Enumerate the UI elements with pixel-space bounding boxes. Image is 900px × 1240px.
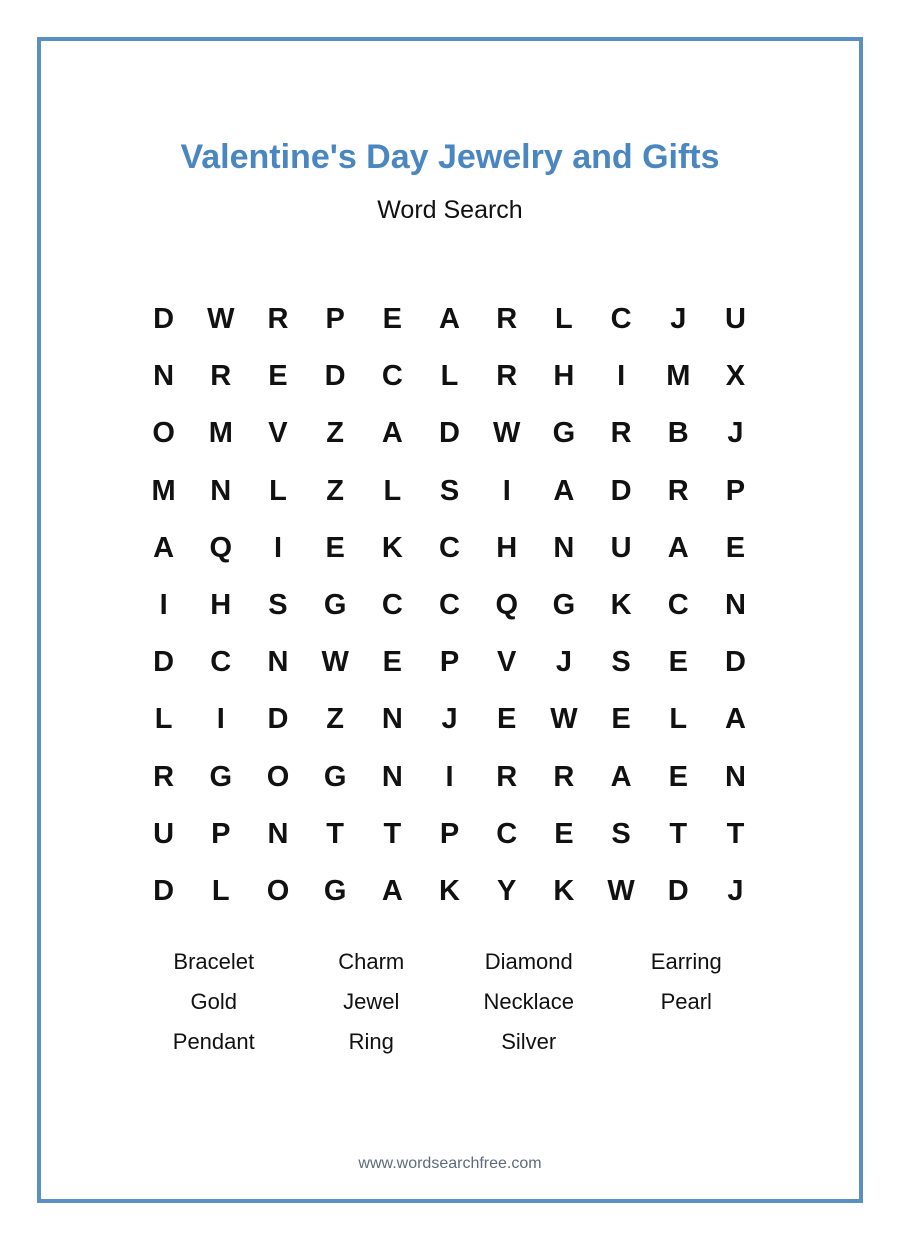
grid-letter[interactable]: N bbox=[381, 760, 403, 793]
grid-letter[interactable]: S bbox=[268, 589, 288, 622]
grid-letter[interactable]: R bbox=[267, 303, 289, 336]
grid-letter[interactable]: I bbox=[159, 589, 168, 622]
grid-letter[interactable]: C bbox=[667, 589, 689, 622]
grid-letter[interactable]: W bbox=[607, 874, 635, 907]
grid-letter[interactable]: C bbox=[439, 531, 460, 564]
grid-letter[interactable]: K bbox=[381, 531, 403, 564]
grid-letter[interactable]: N bbox=[724, 589, 746, 622]
grid-letter[interactable]: L bbox=[440, 360, 459, 393]
grid-letter[interactable]: K bbox=[610, 589, 632, 622]
grid-letter[interactable]: T bbox=[669, 817, 688, 850]
grid-letter[interactable]: U bbox=[610, 531, 632, 564]
grid-letter[interactable]: N bbox=[153, 360, 175, 393]
grid-letter[interactable]: R bbox=[210, 360, 232, 393]
grid-letter[interactable]: O bbox=[266, 874, 290, 907]
grid-letter[interactable]: H bbox=[496, 531, 518, 564]
grid-letter[interactable]: Z bbox=[326, 474, 345, 507]
word-list-item: Earring bbox=[650, 949, 722, 974]
grid-letter[interactable]: E bbox=[725, 531, 746, 564]
grid-letter[interactable]: N bbox=[553, 531, 575, 564]
grid-letter[interactable]: A bbox=[153, 531, 175, 564]
grid-letter[interactable]: Q bbox=[495, 589, 518, 622]
grid-letter[interactable]: P bbox=[725, 474, 746, 507]
grid-letter[interactable]: J bbox=[727, 874, 744, 907]
grid-letter[interactable]: G bbox=[552, 589, 576, 622]
puzzle-subtitle: Word Search bbox=[377, 196, 523, 224]
grid-letter[interactable]: S bbox=[439, 474, 460, 507]
grid-letter[interactable]: K bbox=[553, 874, 575, 907]
grid-letter[interactable]: A bbox=[381, 874, 403, 907]
word-list-item: Pendant bbox=[172, 1029, 255, 1054]
grid-letter[interactable]: Y bbox=[497, 874, 517, 907]
word-list-item: Bracelet bbox=[173, 949, 255, 974]
grid-letter[interactable]: J bbox=[555, 646, 572, 679]
grid-letter[interactable]: C bbox=[610, 303, 632, 336]
grid-letter[interactable]: A bbox=[610, 760, 632, 793]
grid-letter[interactable]: E bbox=[668, 760, 688, 793]
grid-letter[interactable]: V bbox=[497, 646, 517, 679]
grid-letter[interactable]: G bbox=[552, 417, 576, 450]
grid-letter[interactable]: T bbox=[726, 817, 745, 850]
grid-letter[interactable]: I bbox=[502, 474, 511, 507]
grid-letter[interactable]: G bbox=[209, 760, 233, 793]
grid-letter[interactable]: E bbox=[382, 303, 403, 336]
word-list-item: Diamond bbox=[484, 949, 573, 974]
grid-letter[interactable]: Z bbox=[326, 703, 345, 736]
grid-letter[interactable]: A bbox=[553, 474, 575, 507]
grid-letter[interactable]: M bbox=[666, 360, 691, 393]
grid-letter[interactable]: Q bbox=[209, 531, 233, 564]
grid-letter[interactable]: Z bbox=[326, 417, 345, 450]
grid-letter[interactable]: L bbox=[211, 874, 230, 907]
grid-letter[interactable]: I bbox=[617, 360, 626, 393]
grid-letter[interactable]: U bbox=[153, 817, 175, 850]
grid-letter[interactable]: M bbox=[208, 417, 233, 450]
grid-letter[interactable]: D bbox=[724, 646, 746, 679]
grid-letter[interactable]: P bbox=[325, 303, 345, 336]
word-list-item: Gold bbox=[190, 989, 237, 1014]
footer-url[interactable]: www.wordsearchfree.com bbox=[358, 1155, 542, 1172]
grid-letter[interactable]: R bbox=[496, 303, 518, 336]
grid-letter[interactable]: L bbox=[555, 303, 573, 336]
grid-letter[interactable]: M bbox=[151, 474, 176, 507]
grid-letter[interactable]: C bbox=[439, 589, 460, 622]
grid-letter[interactable]: I bbox=[273, 531, 282, 564]
grid-letter[interactable]: C bbox=[381, 360, 403, 393]
grid-letter[interactable]: N bbox=[724, 760, 746, 793]
grid-letter[interactable]: L bbox=[669, 703, 688, 736]
word-list-item: Pearl bbox=[660, 989, 712, 1014]
grid-letter[interactable]: H bbox=[210, 589, 232, 622]
grid-letter[interactable]: P bbox=[439, 646, 460, 679]
grid-letter[interactable]: W bbox=[550, 703, 578, 736]
grid-letter[interactable]: C bbox=[381, 589, 403, 622]
grid-letter[interactable]: W bbox=[493, 417, 521, 450]
grid-letter[interactable]: L bbox=[269, 474, 287, 507]
grid-letter[interactable]: N bbox=[381, 703, 403, 736]
word-list bbox=[135, 942, 765, 1062]
grid-letter[interactable]: G bbox=[323, 760, 347, 793]
grid-letter[interactable]: D bbox=[667, 874, 689, 907]
grid-letter[interactable]: N bbox=[267, 646, 289, 679]
grid-letter[interactable]: N bbox=[267, 817, 289, 850]
grid-letter[interactable]: P bbox=[439, 817, 460, 850]
grid-letter[interactable]: U bbox=[724, 303, 746, 336]
grid-letter[interactable]: T bbox=[383, 817, 402, 850]
grid-letter[interactable]: D bbox=[153, 303, 175, 336]
grid-letter[interactable]: R bbox=[667, 474, 689, 507]
grid-letter[interactable]: O bbox=[152, 417, 175, 450]
grid-letter[interactable]: L bbox=[154, 703, 173, 736]
grid-letter[interactable]: D bbox=[267, 703, 289, 736]
grid-letter[interactable]: E bbox=[325, 531, 345, 564]
grid-letter[interactable]: R bbox=[553, 760, 575, 793]
grid-letter[interactable]: W bbox=[321, 646, 349, 679]
grid-letter[interactable]: D bbox=[324, 360, 346, 393]
grid-letter[interactable]: E bbox=[611, 703, 631, 736]
grid-letter[interactable]: G bbox=[323, 874, 347, 907]
grid-letter[interactable]: K bbox=[439, 874, 460, 907]
grid-letter[interactable]: R bbox=[496, 360, 518, 393]
puzzle-title: Valentine's Day Jewelry and Gifts bbox=[180, 138, 720, 176]
grid-letter[interactable]: C bbox=[496, 817, 518, 850]
grid-letter[interactable]: E bbox=[668, 646, 688, 679]
grid-letter[interactable]: A bbox=[381, 417, 403, 450]
grid-letter[interactable]: O bbox=[266, 760, 290, 793]
grid-letter[interactable]: P bbox=[211, 817, 231, 850]
grid-letter[interactable]: D bbox=[610, 474, 632, 507]
grid-letter[interactable]: T bbox=[326, 817, 345, 850]
grid-letter[interactable]: E bbox=[497, 703, 517, 736]
grid-letter[interactable]: I bbox=[445, 760, 454, 793]
letter-grid bbox=[135, 291, 764, 920]
grid-letter[interactable]: C bbox=[210, 646, 232, 679]
grid-letter[interactable]: R bbox=[496, 760, 518, 793]
grid-letter[interactable]: A bbox=[667, 531, 689, 564]
grid-letter[interactable]: G bbox=[323, 589, 347, 622]
grid-letter[interactable]: D bbox=[439, 417, 460, 450]
grid-letter[interactable]: R bbox=[610, 417, 632, 450]
grid-letter[interactable]: A bbox=[439, 303, 460, 336]
grid-letter[interactable]: L bbox=[383, 474, 402, 507]
grid-letter[interactable]: W bbox=[207, 303, 235, 336]
grid-letter[interactable]: S bbox=[611, 646, 631, 679]
grid-letter[interactable]: X bbox=[725, 360, 746, 393]
grid-letter[interactable]: D bbox=[153, 874, 175, 907]
grid-letter[interactable]: J bbox=[441, 703, 458, 736]
grid-letter[interactable]: E bbox=[554, 817, 574, 850]
grid-letter[interactable]: J bbox=[727, 417, 744, 450]
grid-letter[interactable]: E bbox=[382, 646, 403, 679]
grid-letter[interactable]: J bbox=[670, 303, 687, 336]
grid-letter[interactable]: R bbox=[153, 760, 175, 793]
grid-letter[interactable]: S bbox=[611, 817, 631, 850]
grid-letter[interactable]: A bbox=[724, 703, 746, 736]
grid-letter[interactable]: B bbox=[667, 417, 689, 450]
word-list-item: Silver bbox=[501, 1029, 557, 1054]
word-list-item: Ring bbox=[348, 1029, 394, 1054]
word-list-item: Jewel bbox=[343, 989, 400, 1014]
word-list-item: Necklace bbox=[483, 989, 574, 1014]
grid-letter[interactable]: E bbox=[268, 360, 288, 393]
grid-letter[interactable]: N bbox=[210, 474, 232, 507]
grid-letter[interactable]: I bbox=[216, 703, 225, 736]
grid-letter[interactable]: H bbox=[553, 360, 575, 393]
word-list-item: Charm bbox=[338, 949, 405, 974]
grid-letter[interactable]: V bbox=[268, 417, 288, 450]
grid-letter[interactable]: D bbox=[153, 646, 175, 679]
